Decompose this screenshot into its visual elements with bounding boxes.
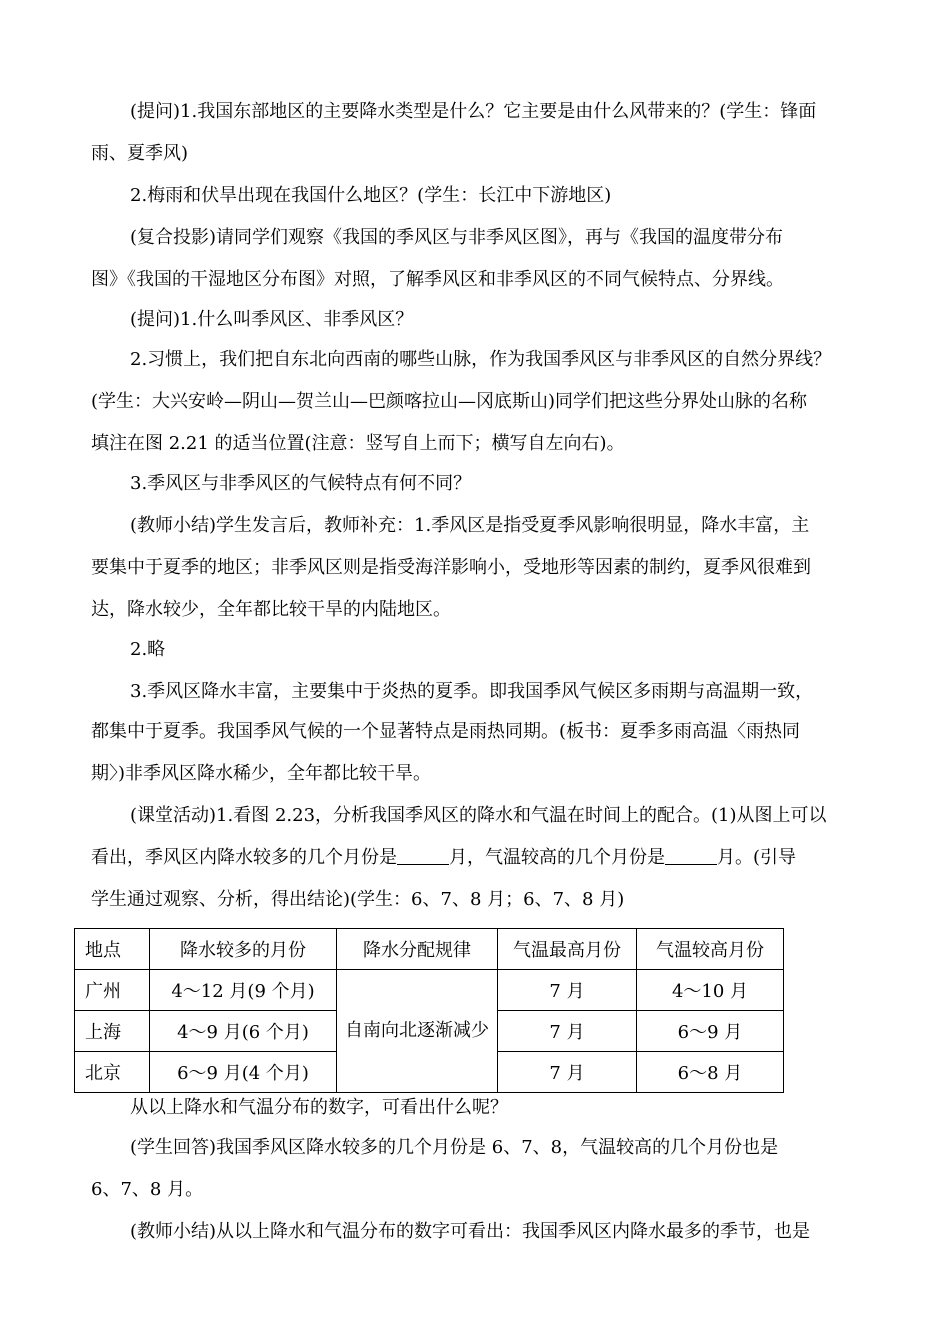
paragraph: 图》《我国的干湿地区分布图》对照，了解季风区和非季风区的不同气候特点、分界线。: [91, 269, 784, 290]
fill-text-2: 月，气温较高的几个月份是: [449, 847, 665, 868]
answer-blank-1[interactable]: [397, 846, 449, 865]
high-temp-cell: 6～8 月: [637, 1052, 784, 1093]
header-cell: 气温最高月份: [498, 929, 637, 970]
paragraph: 2.习惯上，我们把自东北向西南的哪些山脉，作为我国季风区与非季风区的自然分界线？: [130, 349, 832, 370]
place-cell: 广州: [75, 970, 150, 1011]
header-cell: 降水分配规律: [337, 929, 498, 970]
paragraph: 3.季风区降水丰富，主要集中于炎热的夏季。即我国季风气候区多雨期与高温期一致，: [130, 681, 814, 702]
answer-blank-2[interactable]: [665, 846, 717, 865]
paragraph: 学生通过观察、分析，得出结论)(学生：6、7、8 月；6、7、8 月): [91, 889, 625, 910]
paragraph: 都集中于夏季。我国季风气候的一个显著特点是雨热同期。(板书：夏季多雨高温〈雨热同: [91, 721, 801, 742]
paragraph: 从以上降水和气温分布的数字，可看出什么呢？: [130, 1097, 508, 1118]
paragraph: (复合投影)请同学们观察《我国的季风区与非季风区图》，再与《我国的温度带分布: [130, 227, 784, 248]
paragraph: (学生回答)我国季风区降水较多的几个月份是 6、7、8，气温较高的几个月份也是: [130, 1137, 779, 1158]
paragraph: 雨、夏季风): [91, 143, 189, 164]
rain-months-cell: 4～9 月(6 个月): [150, 1011, 337, 1052]
paragraph: 达，降水较少，全年都比较干旱的内陆地区。: [91, 599, 451, 620]
paragraph: (提问)1.我国东部地区的主要降水类型是什么？它主要是由什么风带来的？(学生：锋面: [130, 101, 817, 122]
distribution-rule-text: 自南向北逐渐减少: [345, 1020, 489, 1041]
paragraph: 3.季风区与非季风区的气候特点有何不同？: [130, 473, 472, 494]
rain-months-cell: 6～9 月(4 个月): [150, 1052, 337, 1093]
distribution-rule-cell: [337, 970, 498, 1093]
paragraph: (教师小结)学生发言后，教师补充：1.季风区是指受夏季风影响很明显，降水丰富，主: [130, 515, 810, 536]
paragraph: 6、7、8 月。: [91, 1179, 204, 1200]
paragraph: 填注在图 2.21 的适当位置(注意：竖写自上而下；横写自左向右)。: [91, 433, 625, 454]
place-cell: 上海: [75, 1011, 150, 1052]
climate-table: [74, 928, 784, 1093]
high-temp-cell: 6～9 月: [637, 1011, 784, 1052]
paragraph: 要集中于夏季的地区；非季风区则是指受海洋影响小，受地形等因素的制约，夏季风很难到: [91, 557, 811, 578]
max-temp-cell: 7 月: [498, 970, 637, 1011]
paragraph: (课堂活动)1.看图 2.23，分析我国季风区的降水和气温在时间上的配合。(1)从图上可以: [130, 805, 827, 826]
fill-text-1: 看出，季风区内降水较多的几个月份是: [91, 847, 397, 868]
header-cell: 降水较多的月份: [150, 929, 337, 970]
paragraph: 2.梅雨和伏旱出现在我国什么地区？(学生：长江中下游地区): [130, 185, 612, 206]
rain-months-cell: 4～12 月(9 个月): [150, 970, 337, 1011]
fill-text-3: 月。(引导: [717, 847, 797, 868]
header-cell: 地点: [75, 929, 150, 970]
paragraph: (学生：大兴安岭—阴山—贺兰山—巴颜喀拉山—冈底斯山)同学们把这些分界处山脉的名称: [91, 391, 808, 412]
paragraph: (教师小结)从以上降水和气温分布的数字可看出：我国季风区内降水最多的季节，也是: [130, 1221, 811, 1242]
place-cell: 北京: [75, 1052, 150, 1093]
paragraph: 2.略: [130, 639, 166, 660]
paragraph: 期〉)非季风区降水稀少，全年都比较干旱。: [91, 763, 432, 784]
high-temp-cell: 4～10 月: [637, 970, 784, 1011]
header-cell: 气温较高月份: [637, 929, 784, 970]
table-header-row: [75, 929, 784, 970]
table-row: [75, 970, 784, 1011]
fill-in-line: [91, 846, 796, 870]
max-temp-cell: 7 月: [498, 1011, 637, 1052]
paragraph: (提问)1.什么叫季风区、非季风区？: [130, 309, 414, 330]
max-temp-cell: 7 月: [498, 1052, 637, 1093]
